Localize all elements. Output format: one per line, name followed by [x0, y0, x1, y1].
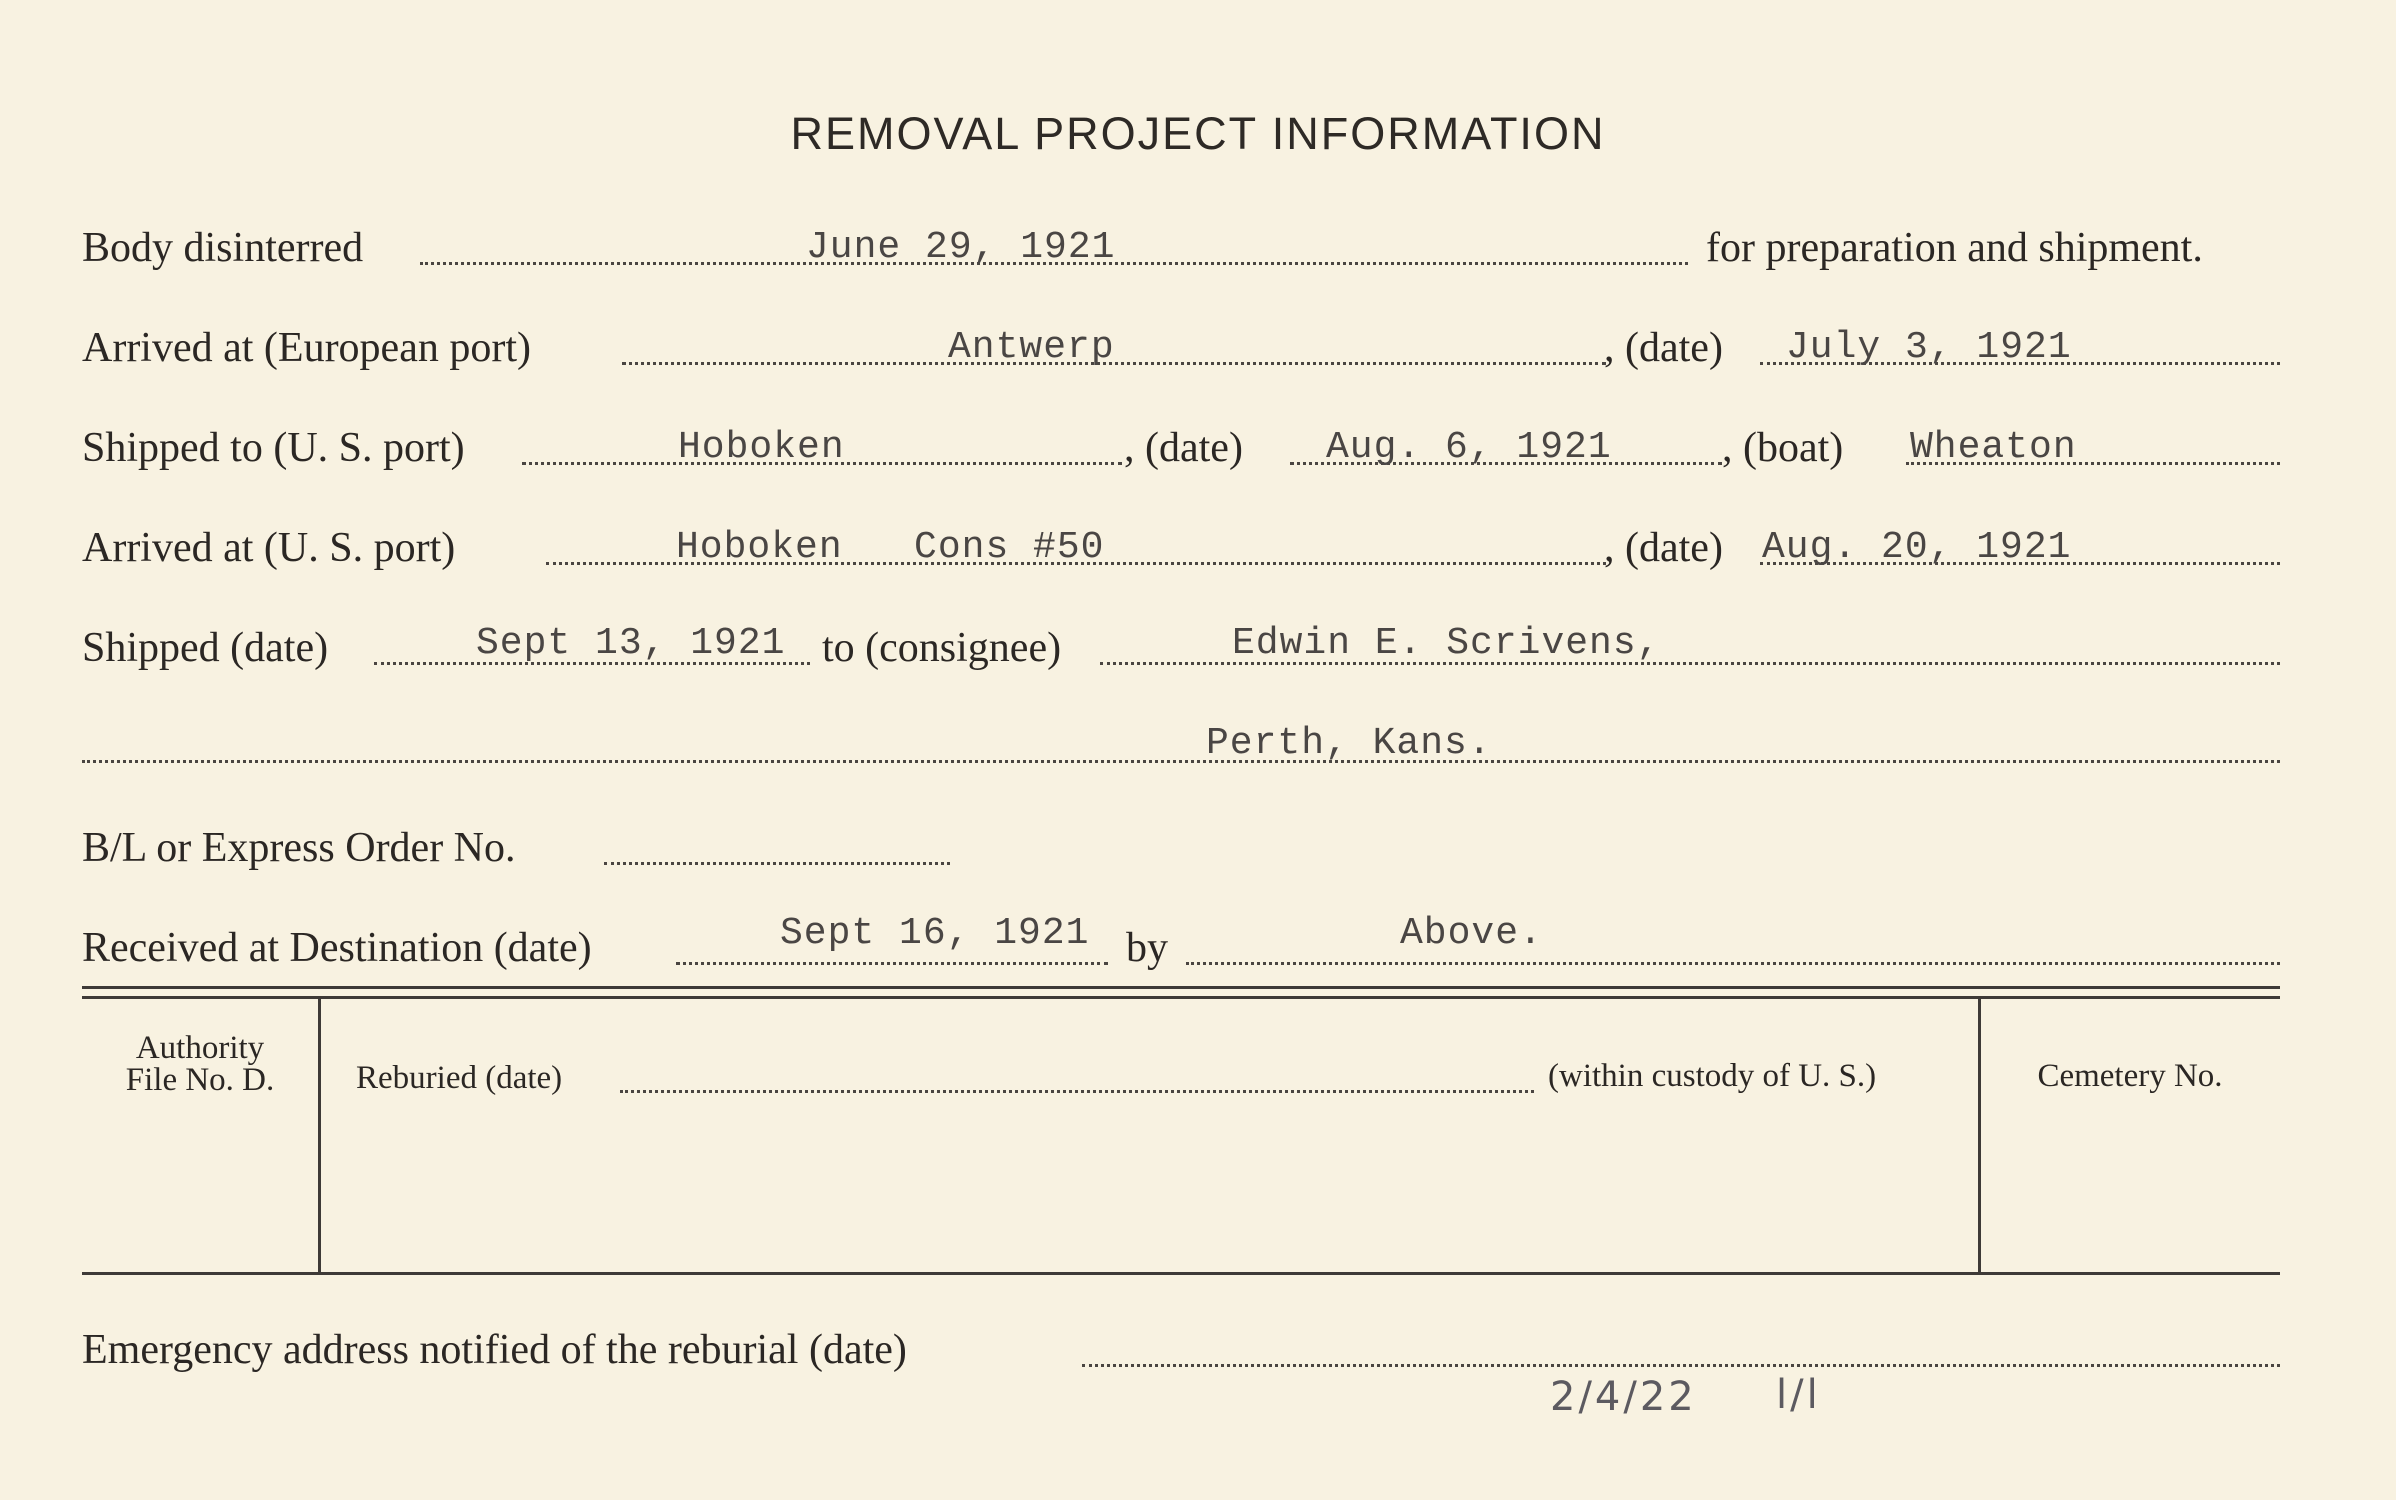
received-date-value: Sept 16, 1921: [780, 912, 1090, 955]
shipped-date-label: , (date): [1124, 425, 1243, 471]
shipped-date-value-2: Sept 13, 1921: [476, 622, 786, 665]
bl-express-label: B/L or Express Order No.: [82, 825, 516, 871]
consignee-address-line: [82, 760, 2280, 763]
box-top-rule: [82, 986, 2280, 989]
reburied-line: [620, 1090, 1534, 1093]
box-divider-left: [318, 998, 321, 1272]
european-port-value: Antwerp: [948, 326, 1115, 369]
received-date-line: [676, 962, 1108, 965]
received-by-value: Above.: [1400, 912, 1543, 955]
european-port-label: Arrived at (European port): [82, 325, 531, 371]
received-destination-label: Received at Destination (date): [82, 925, 592, 971]
arrived-date-label: , (date): [1604, 525, 1723, 571]
bl-express-line: [604, 862, 950, 865]
us-port-arrived-value: Hoboken Cons #50: [676, 526, 1105, 569]
boat-label: , (boat): [1722, 425, 1844, 471]
european-date-label: , (date): [1604, 325, 1723, 371]
shipped-date-label-2: Shipped (date): [82, 625, 329, 671]
consignee-label: to (consignee): [822, 625, 1062, 671]
box-bottom-rule: [82, 1272, 2280, 1275]
reburied-label: Reburied (date): [356, 1060, 563, 1096]
preparation-shipment-text: for preparation and shipment.: [1706, 225, 2203, 271]
boat-value: Wheaton: [1910, 426, 2077, 469]
us-port-shipped-value: Hoboken: [678, 426, 845, 469]
consignee-value: Edwin E. Scrivens,: [1232, 622, 1661, 665]
us-port-shipped-label: Shipped to (U. S. port): [82, 425, 465, 471]
form-title: REMOVAL PROJECT INFORMATION: [790, 108, 1606, 159]
cemetery-no-label: Cemetery No.: [2037, 1058, 2223, 1094]
body-disinterred-value: June 29, 1921: [806, 226, 1116, 269]
emergency-date-handwritten: 2/4/22: [1550, 1374, 1697, 1420]
body-disinterred-label: Body disinterred: [82, 225, 364, 271]
us-port-arrived-label: Arrived at (U. S. port): [82, 525, 456, 571]
european-date-value: July 3, 1921: [1786, 326, 2072, 369]
shipped-date-value: Aug. 6, 1921: [1326, 426, 1612, 469]
box-divider-right: [1978, 998, 1981, 1272]
custody-label: (within custody of U. S.): [1548, 1058, 1877, 1094]
arrived-date-value: Aug. 20, 1921: [1762, 526, 2072, 569]
consignee-address-value: Perth, Kans.: [1206, 722, 1492, 765]
authority-label-line1: Authority: [135, 1030, 265, 1066]
box-top-rule-2: [82, 996, 2280, 999]
emergency-initials-handwritten: l/l: [1776, 1372, 1821, 1418]
emergency-address-label: Emergency address notified of the reburial (date): [82, 1327, 907, 1373]
authority-label-line2: File No. D.: [125, 1062, 275, 1098]
received-by-line: [1186, 962, 2280, 965]
emergency-address-line: [1082, 1364, 2280, 1367]
received-by-label: by: [1126, 925, 1168, 971]
